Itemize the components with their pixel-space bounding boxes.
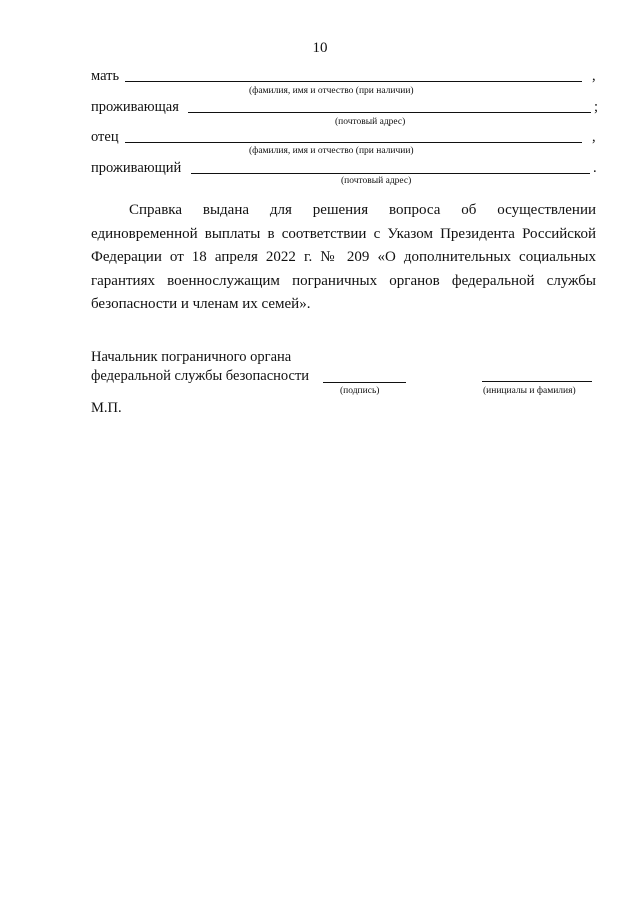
field-father-name (91, 125, 600, 145)
field-mother-name (91, 64, 600, 84)
field-label-mother-address: проживающая (91, 99, 179, 115)
field-end-punct: , (592, 129, 596, 145)
signatory-title-line-1: Начальник пограничного органа (91, 349, 292, 365)
signature-line (323, 382, 406, 383)
fill-line-father-address (191, 173, 590, 174)
field-father-address (91, 156, 600, 176)
page-number: 10 (312, 40, 328, 56)
field-label-father: отец (91, 129, 119, 145)
stamp-place-label: М.П. (91, 400, 122, 416)
field-end-punct: . (593, 160, 597, 176)
signatory-title (91, 348, 309, 386)
name-line (482, 381, 592, 382)
caption-father-name: (фамилия, имя и отчество (при наличии) (249, 146, 414, 156)
fill-line-mother-address (188, 112, 591, 113)
caption-mother-name: (фамилия, имя и отчество (при наличии) (249, 86, 414, 96)
certificate-paragraph: Справка выдана для решения вопроса об осуществлении единовременной выплаты в соответствии с Указом Президента Российской Федерации от 18 апреля 2022 г. № 209 «О дополнительных социальных гарантиях военнослужащим пограничных органов федеральной службы безопасности и членам их семей». (91, 202, 596, 313)
fill-line-father-name (125, 142, 582, 143)
field-mother-address (91, 95, 600, 115)
signature-caption: (подпись) (340, 386, 380, 396)
caption-mother-address: (почтовый адрес) (335, 117, 406, 127)
field-end-punct: ; (594, 99, 599, 115)
name-caption: (инициалы и фамилия) (483, 386, 576, 396)
signatory-title-line-2: федеральной службы безопасности (91, 368, 310, 384)
field-label-father-address: проживающий (91, 160, 182, 176)
caption-father-address: (почтовый адрес) (341, 176, 412, 186)
field-label-mother: мать (91, 68, 120, 84)
fill-line-mother-name (125, 81, 582, 82)
field-end-punct: , (592, 68, 596, 84)
